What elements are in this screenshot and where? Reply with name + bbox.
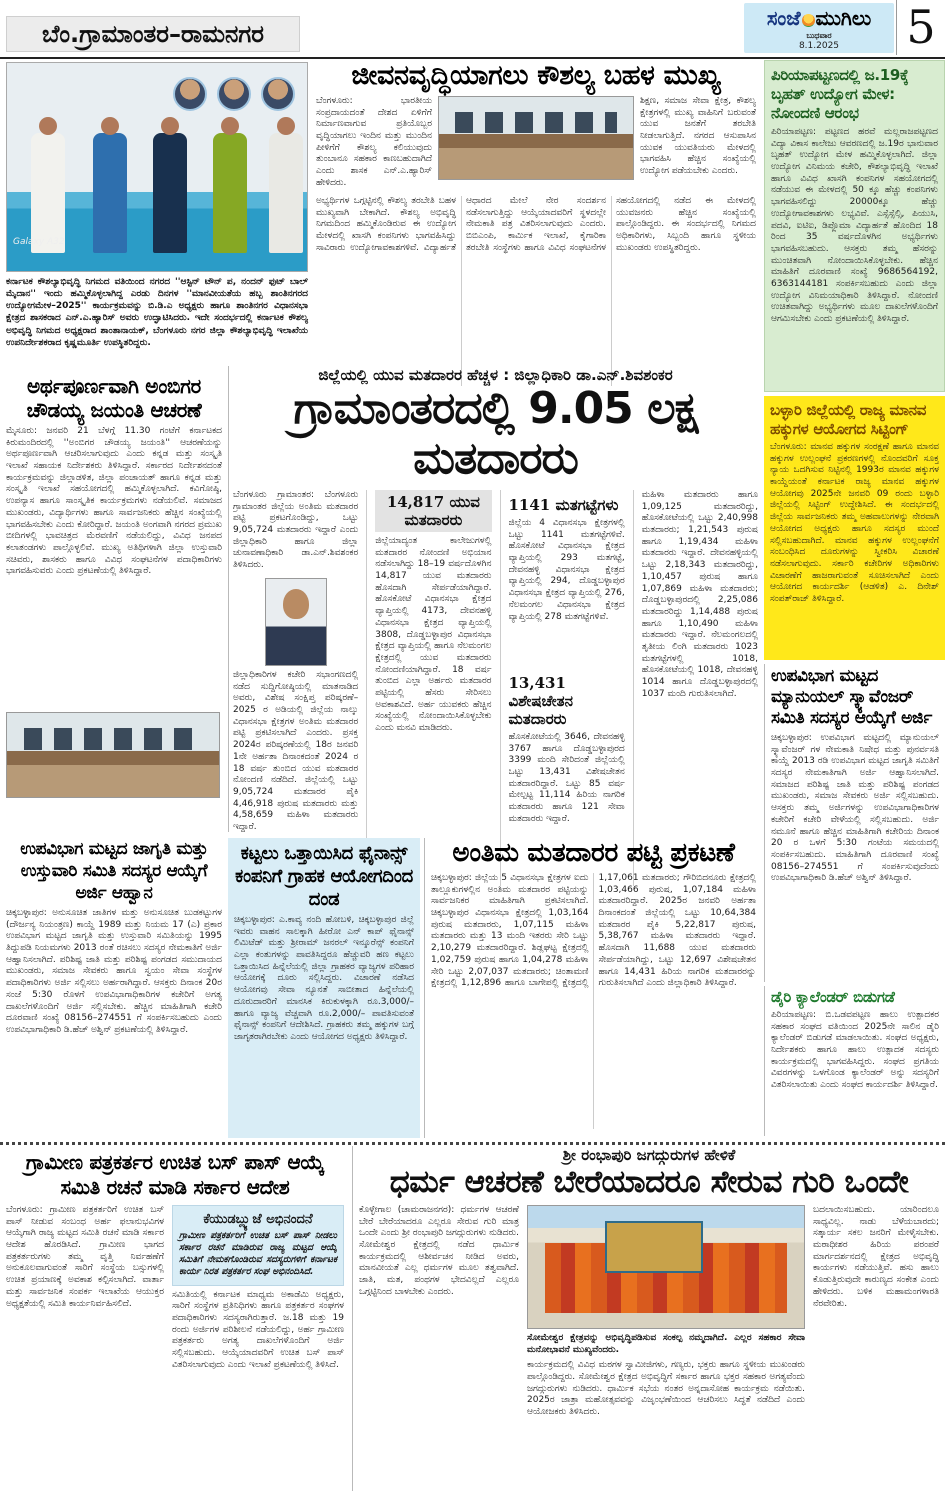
edition-section-label: ಬೆಂ.ಗ್ರಾಮಾಂತರ–ರಾಮನಗರ: [6, 16, 300, 52]
skill-headline: ಜೀವನವೃದ್ಧಿಯಾಗಲು ಕೌಶಲ್ಯ ಬಹಳ ಮುಖ್ಯ: [351, 60, 721, 91]
jayanti-body: ಮೈಸೂರು: ಜನವರಿ 21 ಬೆಳಗ್ಗೆ 11.30 ಗಂಟೆಗೆ ಕರ್ನಾಟಕದ ಕಿರುಮಂದಿರದಲ್ಲಿ ''ಅಂಬಿಗರ ಚೌಡಯ್ಯ ಜಯಂತಿ'' ಆಚರಣೆಯನ್ನು ಅರ್ಥಪೂರ್ಣವಾಗಿ ಆಚರಿಸಲಾಗುವುದು ಎಂದು ಕನ್ನಡ ಮತ್ತು ಸಂಸ್ಕೃತಿ ಇಲಾಖೆ ಸಹಾಯಕ ನಿರ್ದೇಶಕರು ತಿಳಿಸಿದ್ದಾರೆ. ಸರ್ಕಾರದ ನಿರ್ದೇಶನದಂತೆ ಕಾರ್ಯಕ್ರಮವನ್ನು ಜಿಲ್ಲಾಡಳಿತ, ಜಿಲ್ಲಾ ಪಂಚಾಯತ್ ಹಾಗೂ ಕನ್ನಡ ಮತ್ತು ಸಂಸ್ಕೃತಿ ಇಲಾಖೆ ಸಹಯೋಗದಲ್ಲಿ ಹಮ್ಮಿಕೊಳ್ಳಲಾಗಿದೆ. ಕವಿಗೋಷ್ಠಿ, ಉಪನ್ಯಾಸ ಹಾಗೂ ಸಾಂಸ್ಕೃತಿಕ ಕಾರ್ಯಕ್ರಮಗಳು ನಡೆಯಲಿವೆ. ಸಮಾಜದ ಮುಖಂಡರು, ವಿದ್ಯಾರ್ಥಿಗಳು ಹಾಗೂ ಸಾರ್ವಜನಿಕರು ಹೆಚ್ಚಿನ ಸಂಖ್ಯೆಯಲ್ಲಿ ಭಾಗವಹಿಸಬೇಕು ಎಂದು ಕೋರಿದ್ದಾರೆ. ಜಯಂತಿ ಅಂಗವಾಗಿ ನಗರದ ಪ್ರಮುಖ ಬೀದಿಗಳಲ್ಲಿ ಭಾವಚಿತ್ರದ ಮೆರವಣಿಗೆ ನಡೆಯಲಿದ್ದು, ವಿವಿಧ ಜನಪದ ಕಲಾತಂಡಗಳು ಪಾಲ್ಗೊಳ್ಳಲಿವೆ. ಮುಖ್ಯ ಅತಿಥಿಗಳಾಗಿ ಜಿಲ್ಲಾ ಉಸ್ತುವಾರಿ ಸಚಿವರು, ಶಾಸಕರು ಹಾಗೂ ವಿವಿಧ ಸಂಘಟನೆಗಳ ಪದಾಧಿಕಾರಿಗಳು ಭಾಗವಹಿಸುವರು ಎಂದು ಪ್ರಕಟಣೆಯಲ್ಲಿ ತಿಳಿಸಿದ್ದಾರೆ.: [6, 426, 222, 577]
bus-pass-right-col: [172, 1205, 344, 1473]
finance-body: ಚಿಕ್ಕಬಳ್ಳಾಪುರ: ಎ.ಕಾವ್ಯ ನಂದಿ ಹೋಬಳಿ, ಚಿಕ್ಕಬಳ್ಳಾಪುರ ಜಿಲ್ಲೆ ಇವರು ವಾಹನ ಸಾಲಕ್ಕಾಗಿ ಹೀರೋ ಎನ್ ಕಾಪ್ ಫೈನಾನ್ಸ್ ಲಿಮಿಟೆಡ್ ಮತ್ತು ಶ್ರೀರಾಮ್ ಜನರಲ್ ಇನ್ಶೂರೆನ್ಸ್ ಕಂಪನಿಗೆ ಎಲ್ಲಾ ಕಂತುಗಳನ್ನು ಪಾವತಿಸಿದ್ದರೂ ಹೆಚ್ಚುವರಿ ಹಣ ಕಟ್ಟಲು ಒತ್ತಾಯಿಸಿದ ಹಿನ್ನೆಲೆಯಲ್ಲಿ ಜಿಲ್ಲಾ ಗ್ರಾಹಕರ ವ್ಯಾಜ್ಯಗಳ ಪರಿಹಾರ ಆಯೋಗಕ್ಕೆ ದೂರು ಸಲ್ಲಿಸಿದ್ದರು. ವಿಚಾರಣೆ ನಡೆಸಿದ ಆಯೋಗವು ಸೇವಾ ನ್ಯೂನತೆ ಸಾಬೀತಾದ ಹಿನ್ನೆಲೆಯಲ್ಲಿ ದೂರುದಾರರಿಗೆ ಮಾನಸಿಕ ಕಿರುಕುಳಕ್ಕಾಗಿ ರೂ.3,000/– ಹಾಗೂ ವ್ಯಾಜ್ಯ ವೆಚ್ಚವಾಗಿ ರೂ.2,000/– ಪಾವತಿಸುವಂತೆ ಫೈನಾನ್ಸ್ ಕಂಪನಿಗೆ ಆದೇಶಿಸಿದೆ. ಗ್ರಾಹಕರು ತಮ್ಮ ಹಕ್ಕುಗಳ ಬಗ್ಗೆ ಜಾಗೃತರಾಗಿರಬೇಕು ಎಂದು ಆಯೋಗದ ಅಧ್ಯಕ್ಷರು ತಿಳಿಸಿದ್ದಾರೆ.: [234, 915, 414, 1042]
article-jayanti: [6, 374, 222, 832]
voters-col-3: [500, 490, 625, 886]
skill-meeting-photo: [438, 96, 634, 180]
photo-figure: [269, 133, 303, 253]
voters-col1-lead: ಬೆಂಗಳೂರು ಗ್ರಾಮಾಂತರ: ಬೆಂಗಳೂರು ಗ್ರಾಮಾಂತರ ಜಿಲ್ಲೆಯ ಅಂತಿಮ ಮತದಾರರ ಪಟ್ಟಿ ಪ್ರಕಟಗೊಂಡಿದ್ದು, ಒಟ್ಟು 9,05,724 ಮತದಾರರು ಇದ್ದಾರೆ ಎಂದು ಜಿಲ್ಲಾಧಿಕಾರಿ ಹಾಗೂ ಜಿಲ್ಲಾ ಚುನಾವಣಾಧಿಕಾರಿ ಡಾ.ಎನ್.ಶಿವಶಂಕರ ತಿಳಿಸಿದರು.: [233, 490, 359, 571]
article-bus-pass: [6, 1150, 344, 1484]
masthead-title-part1: ಸಂಜೆ: [766, 6, 801, 30]
voters-col-4: [633, 490, 758, 886]
dharma-body-left: ಕೊಳ್ಳೇಗಾಲ (ಚಾಮರಾಜನಗರ): ಧರ್ಮಗಳ ಆಚರಣೆ ಬೇರೆ ಬೇರೆಯಾದರೂ ಎಲ್ಲರೂ ಸೇರುವ ಗುರಿ ಮಾತ್ರ ಒಂದೇ ಎಂದು ಶ್ರೀ ರಂಭಾಪುರಿ ಜಗದ್ಗುರುಗಳು ನುಡಿದರು. ಸೋಮೇಶ್ವರ ಕ್ಷೇತ್ರದಲ್ಲಿ ನಡೆದ ಧಾರ್ಮಿಕ ಕಾರ್ಯಕ್ರಮದಲ್ಲಿ ಆಶೀರ್ವಚನ ನೀಡಿದ ಅವರು, ಮಾನವೀಯತೆ ಎಲ್ಲ ಧರ್ಮಗಳ ಮೂಲ ತತ್ವವಾಗಿದೆ. ಜಾತಿ, ಮತ, ಪಂಥಗಳ ಭೇದವಿಲ್ಲದೆ ಎಲ್ಲರೂ ಒಗ್ಗಟ್ಟಿನಿಂದ ಬಾಳಬೇಕು ಎಂದರು.: [359, 1205, 519, 1297]
dharma-photo-block: [527, 1205, 805, 1455]
photo-watermark: Galaxy A32: [13, 237, 65, 247]
finance-headline: ಕಟ್ಟಲು ಒತ್ತಾಯಿಸಿದ ಫೈನಾನ್ಸ್ ಕಂಪನಿಗೆ ಗ್ರಾಹಕ ಆಯೋಗದಿಂದ ದಂಡ: [235, 843, 413, 910]
masthead-title-part2: ಮುಗಿಲು: [815, 6, 872, 30]
skill-body-bottom: ಅಭ್ಯರ್ಥಿಗಳ ಒಗ್ಗಟ್ಟಿನಲ್ಲಿ ಕೌಶಲ್ಯ ತರಬೇತಿ ಬಹಳ ಮುಖ್ಯವಾಗಿ ಬೇಕಾಗಿದೆ. ಕೌಶಲ್ಯ ಅಭಿವೃದ್ಧಿ ನಿಗಮದಿಂದ ಹಮ್ಮಿಕೊಂಡಿರುವ ಈ ಉದ್ಯೋಗ ಮೇಳದಲ್ಲಿ ಖಾಸಗಿ ಕಂಪನಿಗಳು ಭಾಗವಹಿಸಿದ್ದು ಸಾವಿರಾರು ಉದ್ಯೋಗಾವಕಾಶಗಳಿವೆ. ವಿದ್ಯಾರ್ಹತೆ ಆಧಾರದ ಮೇಲೆ ನೇರ ಸಂದರ್ಶನ ನಡೆಸಲಾಗುತ್ತಿದ್ದು ಆಯ್ಕೆಯಾದವರಿಗೆ ಸ್ಥಳದಲ್ಲೇ ನೇಮಕಾತಿ ಪತ್ರ ವಿತರಿಸಲಾಗುವುದು ಎಂದರು. ಬಿಬಿಎಂಪಿ, ಕಾರ್ಮಿಕ ಇಲಾಖೆ, ಕೈಗಾರಿಕಾ ತರಬೇತಿ ಸಂಸ್ಥೆಗಳು ಹಾಗೂ ವಿವಿಧ ಸಂಘಟನೆಗಳ ಸಹಯೋಗದಲ್ಲಿ ನಡೆದ ಈ ಮೇಳದಲ್ಲಿ ಯುವಜನರು ಹೆಚ್ಚಿನ ಸಂಖ್ಯೆಯಲ್ಲಿ ಪಾಲ್ಗೊಂಡಿದ್ದರು. ಈ ಸಂದರ್ಭದಲ್ಲಿ ನಿಗಮದ ಅಧಿಕಾರಿಗಳು, ಸಿಬ್ಬಂದಿ ಹಾಗೂ ಸ್ಥಳೀಯ ಮುಖಂಡರು ಉಪಸ್ಥಿತರಿದ್ದರು.: [316, 196, 756, 253]
dairy-headline: ಡೈರಿ ಕ್ಯಾಲೆಂಡರ್ ಬಿಡುಗಡೆ: [771, 988, 895, 1006]
stage-photo-caption: ಕರ್ನಾಟಕ ಕೌಶಲ್ಯಾಭಿವೃದ್ಧಿ ನಿಗಮದ ವತಿಯಿಂದ ನಗರದ ''ಆಸ್ಟಿನ್ ಟೌನ್ ಪ, ನಂದನ್ ಫುಟ್ ಬಾಲ್ ಮೈದಾನ'' ಇಂದು ಹಮ್ಮಿಕೊಳ್ಳಲಾಗಿದ್ದ ಎರಡು ದಿನಗಳ ''ಮಾನವೀಯತೆಯ ಹಬ್ಬ ಶಾಂತಿನಗರದ ಉದ್ಯೋಗಮೇಳ–2025'' ಕಾರ್ಯಕ್ರಮವನ್ನು ಬಿ.ಡಿ.ಎ ಅಧ್ಯಕ್ಷರು ಹಾಗೂ ಶಾಂತಿನಗರ ವಿಧಾನಸಭಾ ಕ್ಷೇತ್ರದ ಶಾಸಕರಾದ ಎನ್.ಎ.ಹ್ಯಾರಿಸ್ ಅವರು ಉದ್ಘಾಟಿಸಿದರು. ಇದೇ ಸಂದರ್ಭದಲ್ಲಿ ಕರ್ನಾಟಕ ಕೌಶಲ್ಯ ಅಭಿವೃದ್ಧಿ ನಿಗಮದ ಅಧ್ಯಕ್ಷರಾದ ಶಾಂತಾನಾಯಕ್, ಬೆಂಗಳೂರು ನಗರ ಜಿಲ್ಲಾ ಕೌಶಲ್ಯಾಭಿವೃದ್ಧಿ ಇಲಾಖೆಯ ಉಪನಿರ್ದೇಶಕರಾದ ಕೃಷ್ಣಮೂರ್ತಿ ಉಪಸ್ಥಿತರಿದ್ದರು.: [6, 277, 308, 348]
dharma-body-right: ಬದಲಾಯಿಸಬಹುದು. ಯಾರಿಂದಲೂ ಸಾಧ್ಯವಿಲ್ಲ. ನಾಡು ಬೆಳೆಯಬಾರದು; ಸತ್ಕಾರ್ಯ ಸಕಲ ಜನರಿಗೆ ಮೇಳೈಸಬೇಕು. ಮಠಾಧೀಶರ ಹಿರಿಯ ಪರಂಪರೆ ಮಾರ್ಗದರ್ಶನದಲ್ಲಿ ಕ್ಷೇತ್ರದ ಅಭಿವೃದ್ಧಿ ಕಾರ್ಯಗಳು ನಡೆಯುತ್ತಿವೆ. ಹಸು ಹಾಲು ಕೊಡುತ್ತಿರುವುದೇ ಕಾರುಣ್ಯದ ಸಂಕೇತ ಎಂದು ಹೇಳಿದರು. ಬಳಿಕ ಮಹಾಮಂಗಳಾರತಿ ನೆರವೇರಿತು.: [813, 1205, 939, 1309]
article-dharma: [352, 1146, 945, 1491]
page-number-box: [896, 0, 945, 55]
district-officer-portrait: [265, 578, 327, 666]
voters-headline: ಗ್ರಾಮಾಂತರದಲ್ಲಿ 9.05 ಲಕ್ಷ ಮತದಾರರು: [293, 383, 698, 484]
dairy-body: ಪಿರಿಯಾಪಟ್ಟಣ: ಬಿ.ಒಡವಪಟ್ಟಣ ಹಾಲು ಉತ್ಪಾದಕರ ಸಹಕಾರ ಸಂಘದ ವತಿಯಿಂದ 2025ನೇ ಸಾಲಿನ ಡೈರಿ ಕ್ಯಾಲೆಂಡರ್ ಬಿಡುಗಡೆ ಮಾಡಲಾಯಿತು. ಸಂಘದ ಅಧ್ಯಕ್ಷರು, ನಿರ್ದೇಶಕರು ಹಾಗೂ ಹಾಲು ಉತ್ಪಾದಕ ಸದಸ್ಯರು ಕಾರ್ಯಕ್ರಮದಲ್ಲಿ ಭಾಗವಹಿಸಿದ್ದರು. ಸಂಘದ ಪ್ರಗತಿಯ ವಿವರಗಳನ್ನು ಒಳಗೊಂಡ ಕ್ಯಾಲೆಂಡರ್ ಅನ್ನು ಸದಸ್ಯರಿಗೆ ವಿತರಿಸಲಾಯಿತು ಎಂದು ಸಂಘದ ಕಾರ್ಯದರ್ಶಿ ತಿಳಿಸಿದ್ದಾರೆ.: [771, 1010, 939, 1091]
masthead-day: ಬುಧವಾರ: [806, 31, 832, 40]
banner-portrait-circles: [163, 77, 295, 115]
stage-photo: [6, 62, 308, 272]
voters-col2-body: ಜಿಲ್ಲೆಯಾದ್ಯಂತ ಕಾಲೇಜುಗಳಲ್ಲಿ ಮತದಾರರ ನೋಂದಣಿ ಅಭಿಯಾನ ನಡೆಸಲಾಗಿದ್ದು 18–19 ವರ್ಷದೊಳಗಿನ 14,817 ಯುವ ಮತದಾರರು ಹೊಸದಾಗಿ ಸೇರ್ಪಡೆಯಾಗಿದ್ದಾರೆ. ಹೊಸಕೋಟೆ ವಿಧಾನಸಭಾ ಕ್ಷೇತ್ರದ ವ್ಯಾಪ್ತಿಯಲ್ಲಿ 4173, ದೇವನಹಳ್ಳಿ ವಿಧಾನಸಭಾ ಕ್ಷೇತ್ರದ ವ್ಯಾಪ್ತಿಯಲ್ಲಿ 3808, ದೊಡ್ಡಬಳ್ಳಾಪುರ ವಿಧಾನಸಭಾ ಕ್ಷೇತ್ರದ ವ್ಯಾಪ್ತಿಯಲ್ಲಿ ಹಾಗೂ ನೆಲಮಂಗಲ ಕ್ಷೇತ್ರದಲ್ಲಿ ಯುವ ಮತದಾರರು ನೋಂದಣಿಯಾಗಿದ್ದಾರೆ. 18 ವರ್ಷ ತುಂಬಿದ ಎಲ್ಲಾ ಅರ್ಹರು ಮತದಾರರ ಪಟ್ಟಿಯಲ್ಲಿ ಹೆಸರು ಸೇರಿಸಲು ಅವಕಾಶವಿದೆ. ಅರ್ಹ ಯುವಕರು ಹೆಚ್ಚಿನ ಸಂಖ್ಯೆಯಲ್ಲಿ ನೋಂದಾಯಿಸಿಕೊಳ್ಳಬೇಕು ಎಂದು ಮನವಿ ಮಾಡಿದರು.: [375, 536, 492, 733]
photo-figure: [93, 133, 127, 253]
voters-kicker: ಜಿಲ್ಲೆಯಲ್ಲಿ ಯುವ ಮತದಾರರ ಹೆಚ್ಚಳ : ಜಿಲ್ಲಾಧಿಕಾರಿ ಡಾ.ಎನ್.ಶಿವಶಂಕರ: [318, 366, 673, 384]
scavenger-headline: ಉಪವಿಭಾಗ ಮಟ್ಟದ ಮ್ಯಾನುಯಲ್ ಸ್ಕ್ಯಾವೆಂಜರ್ ಸಮಿತಿ ಸದಸ್ಯರ ಆಯ್ಕೆಗೆ ಅರ್ಜಿ: [771, 666, 932, 728]
jayanti-meeting-photo: [6, 712, 220, 798]
photo-figure: [31, 133, 65, 253]
bus-pass-columns: [6, 1205, 344, 1473]
kuwj-congratulations-box: [172, 1205, 344, 1286]
kuwj-box-title: ಕೆಯುಡಬ್ಲ್ಯುಜೆ ಅಭಿನಂದನೆ: [203, 1212, 313, 1227]
skill-top-row: [316, 96, 756, 192]
masthead-date: 8.1.2025: [798, 41, 840, 51]
subhead-booths: 1141 ಮತಗಟ್ಟೆಗಳು: [508, 496, 619, 514]
dharma-body-center: ಕಾರ್ಯಕ್ರಮದಲ್ಲಿ ವಿವಿಧ ಮಠಗಳ ಸ್ವಾಮೀಜಿಗಳು, ಗಣ್ಯರು, ಭಕ್ತರು ಹಾಗೂ ಸ್ಥಳೀಯ ಮುಖಂಡರು ಪಾಲ್ಗೊಂಡಿದ್ದರು. ಸೋಮೇಶ್ವರ ಕ್ಷೇತ್ರದ ಅಭಿವೃದ್ಧಿಗೆ ಸರ್ಕಾರ ಹಾಗೂ ಭಕ್ತರ ಸಹಕಾರ ಅಗತ್ಯವೆಂದು ಜಗದ್ಗುರುಗಳು ನುಡಿದರು. ಧಾರ್ಮಿಕ ಸಭೆಯ ನಂತರ ಅನ್ನದಾಸೋಹ ಕಾರ್ಯಕ್ರಮ ನಡೆಯಿತು. 2025ರ ಜಾತ್ರಾ ಮಹೋತ್ಸವವನ್ನು ವಿಜೃಂಭಣೆಯಿಂದ ಆಚರಿಸಲು ಸಿದ್ಧತೆ ನಡೆದಿದೆ ಎಂದು ಆಯೋಜಕರು ತಿಳಿಸಿದರು.: [527, 1360, 805, 1418]
skill-body-left: ಬೆಂಗಳೂರು: ಭಾರತೀಯ ಸಂಪ್ರದಾಯದಂತೆ ದೇಶದ ಏಳಿಗೆಗೆ ನಿರ್ಮಾಣವಾಗುವ ಪ್ರತಿಯೊಬ್ಬರ ವೃದ್ಧಿಯಾಗಲು ಇಂದಿನ ಮತ್ತು ಮುಂದಿನ ಪೀಳಿಗೆಗೆ ಕೌಶಲ್ಯ ಕಲಿಯುವುದು ತುಂಬಾನೂ ಸಹಕಾರ ಕಾಣಬಹುದಾಗಿದೆ ಎಂದು ಶಾಸಕ ಎನ್.ಎ.ಹ್ಯಾರಿಸ್ ಹೇಳಿದರು.: [316, 96, 432, 188]
dharma-columns: [359, 1205, 939, 1455]
job-fair-headline: ಪಿರಿಯಾಪಟ್ಟಣದಲ್ಲಿ ಜ.19ಕ್ಕೆ ಬೃಹತ್ ಉದ್ಯೋಗ ಮೇಳ: ನೋಂದಣಿ ಆರಂಭ: [771, 66, 909, 122]
bus-pass-headline: ಗ್ರಾಮೀಣ ಪತ್ರಕರ್ತರ ಉಚಿತ ಬಸ್ ಪಾಸ್ ಆಯ್ಕೆ ಸಮಿತಿ ರಚನೆ ಮಾಡಿ ಸರ್ಕಾರ ಆದೇಶ: [25, 1150, 325, 1199]
article-human-rights: [764, 396, 945, 660]
article-dairy-calendar: [764, 986, 945, 1136]
final-list-body: ಚಿಕ್ಕಬಳ್ಳಾಪುರ: ಜಿಲ್ಲೆಯ 5 ವಿಧಾನಸಭಾ ಕ್ಷೇತ್ರಗಳ ಐದು ತಾಲ್ಲೂಕುಗಳಲ್ಲಿನ ಅಂತಿಮ ಮತದಾರರ ಪಟ್ಟಿಯನ್ನು ಸಾರ್ವಜನಿಕರ ಮಾಹಿತಿಗಾಗಿ ಪ್ರಕಟಿಸಲಾಗಿದೆ. ಚಿಕ್ಕಬಳ್ಳಾಪುರ ವಿಧಾನಸಭಾ ಕ್ಷೇತ್ರದಲ್ಲಿ 1,03,164 ಪುರುಷ ಮತದಾರರು, 1,07,115 ಮಹಿಳಾ ಮತದಾರರು ಮತ್ತು 13 ಮಂದಿ ಇತರರು ಸೇರಿ ಒಟ್ಟು 2,10,279 ಮತದಾರರಿದ್ದಾರೆ. ಶಿಡ್ಲಘಟ್ಟ ಕ್ಷೇತ್ರದಲ್ಲಿ 1,02,759 ಪುರುಷ ಹಾಗೂ 1,04,278 ಮಹಿಳಾ ಸೇರಿ ಒಟ್ಟು 2,07,037 ಮತದಾರರು; ಚಿಂತಾಮಣಿ ಕ್ಷೇತ್ರದಲ್ಲಿ 1,12,896 ಹಾಗೂ ಬಾಗೇಪಲ್ಲಿ ಕ್ಷೇತ್ರದಲ್ಲಿ 1,17,061 ಮತದಾರರು; ಗೌರಿಬಿದನೂರು ಕ್ಷೇತ್ರದಲ್ಲಿ 1,03,466 ಪುರುಷ, 1,07,184 ಮಹಿಳಾ ಮತದಾರರಿದ್ದಾರೆ. 2025ರ ಜನವರಿ ಅರ್ಹತಾ ದಿನಾಂಕದಂತೆ ಜಿಲ್ಲೆಯಲ್ಲಿ ಒಟ್ಟು 10,64,384 ಮತದಾರರ ಪೈಕಿ 5,22,817 ಪುರುಷ, 5,38,767 ಮಹಿಳಾ ಮತದಾರರು ಇದ್ದಾರೆ. ಹೊಸದಾಗಿ 11,688 ಯುವ ಮತದಾರರು ಸೇರ್ಪಡೆಯಾಗಿದ್ದು, ಒಟ್ಟು 12,697 ವಿಶೇಷಚೇತನ ಹಾಗೂ 14,431 ಹಿರಿಯ ನಾಗರಿಕ ಮತದಾರರನ್ನು ಗುರುತಿಸಲಾಗಿದೆ ಎಂದು ಜಿಲ್ಲಾಧಿಕಾರಿ ತಿಳಿಸಿದ್ದಾರೆ.: [431, 873, 756, 989]
masthead-title: [744, 7, 894, 29]
header-rule: [0, 57, 945, 59]
voters-col3-body-a: ಜಿಲ್ಲೆಯ 4 ವಿಧಾನಸಭಾ ಕ್ಷೇತ್ರಗಳಲ್ಲಿ ಒಟ್ಟು 1141 ಮತಗಟ್ಟೆಗಳಿವೆ. ಹೊಸಕೋಟೆ ವಿಧಾನಸಭಾ ಕ್ಷೇತ್ರದ ವ್ಯಾಪ್ತಿಯಲ್ಲಿ 293 ಮತಗಟ್ಟೆ, ದೇವನಹಳ್ಳಿ ವಿಧಾನಸಭಾ ಕ್ಷೇತ್ರದ ವ್ಯಾಪ್ತಿಯಲ್ಲಿ 294, ದೊಡ್ಡಬಳ್ಳಾಪುರ ವಿಧಾನಸಭಾ ಕ್ಷೇತ್ರದ ವ್ಯಾಪ್ತಿಯಲ್ಲಿ 276, ನೆಲಮಂಗಲ ವಿಧಾನಸಭಾ ಕ್ಷೇತ್ರದ ವ್ಯಾಪ್ತಿಯಲ್ಲಿ 278 ಮತಗಟ್ಟೆಗಳಿವೆ.: [508, 518, 625, 622]
photo-figure: [153, 133, 187, 253]
human-rights-headline: ಬಳ್ಳಾರಿ ಜಿಲ್ಲೆಯಲ್ಲಿ ರಾಜ್ಯ ಮಾನವ ಹಕ್ಕುಗಳ ಆಯೋಗದ ಸಿಟ್ಟಿಂಗ್: [770, 401, 927, 438]
masthead: [744, 3, 894, 53]
job-fair-body: ಪಿರಿಯಾಪಟ್ಟಣ: ಪಟ್ಟಣದ ಹರವೆ ಮಲ್ಲರಾಜಪಟ್ಟಣದ ವಿದ್ಯಾ ವಿಕಾಸ ಕಾಲೇಜು ಆವರಣದಲ್ಲಿ ಜ.19ರ ಭಾನುವಾರ ಬೃಹತ್ ಉದ್ಯೋಗ ಮೇಳ ಹಮ್ಮಿಕೊಳ್ಳಲಾಗಿದೆ. ಜಿಲ್ಲಾ ಉದ್ಯೋಗ ವಿನಿಮಯ ಕಚೇರಿ, ಕೌಶಲ್ಯಾಭಿವೃದ್ಧಿ ಇಲಾಖೆ ಹಾಗೂ ವಿವಿಧ ಖಾಸಗಿ ಕಂಪನಿಗಳ ಸಹಯೋಗದಲ್ಲಿ ನಡೆಯುವ ಈ ಮೇಳದಲ್ಲಿ 50 ಕ್ಕೂ ಹೆಚ್ಚು ಕಂಪನಿಗಳು ಭಾಗವಹಿಸಲಿದ್ದು 20000ಕ್ಕೂ ಹೆಚ್ಚು ಉದ್ಯೋಗಾವಕಾಶಗಳು ಲಭ್ಯವಿವೆ. ಎಸ್ಸೆಸ್ಸೆಲ್ಸಿ, ಪಿಯುಸಿ, ಪದವಿ, ಐಟಿಐ, ಡಿಪ್ಲೊಮಾ ವಿದ್ಯಾರ್ಹತೆ ಹೊಂದಿದ 18 ರಿಂದ 35 ವರ್ಷದೊಳಗಿನ ಅಭ್ಯರ್ಥಿಗಳು ಭಾಗವಹಿಸಬಹುದು. ಆಸಕ್ತರು ತಮ್ಮ ಹೆಸರನ್ನು ಮುಂಚಿತವಾಗಿ ನೋಂದಾಯಿಸಿಕೊಳ್ಳಬೇಕು. ಹೆಚ್ಚಿನ ಮಾಹಿತಿಗೆ ದೂರವಾಣಿ ಸಂಖ್ಯೆ 9686564192, 6363144181 ಸಂಪರ್ಕಿಸಬಹುದು ಎಂದು ಜಿಲ್ಲಾ ಉದ್ಯೋಗ ವಿನಿಮಯಾಧಿಕಾರಿ ತಿಳಿಸಿದ್ದಾರೆ. ನೋಂದಣಿ ಉಚಿತವಾಗಿದ್ದು ಅಭ್ಯರ್ಥಿಗಳು ಮೂಲ ದಾಖಲೆಗಳೊಂದಿಗೆ ಆಗಮಿಸಬೇಕು ಎಂದು ಪ್ರಕಟಣೆಯಲ್ಲಿ ತಿಳಿಸಿದ್ದಾರೆ.: [771, 127, 938, 324]
voters-col3-body-b: ಹೊಸಕೋಟೆಯಲ್ಲಿ 3646, ದೇವನಹಳ್ಳಿ 3767 ಹಾಗೂ ದೊಡ್ಡಬಳ್ಳಾಪುರದ 3399 ಮಂದಿ ಸೇರಿದಂತೆ ಜಿಲ್ಲೆಯಲ್ಲಿ ಒಟ್ಟು 13,431 ವಿಶೇಷಚೇತನ ಮತದಾರರಿದ್ದಾರೆ. ಒಟ್ಟು 85 ವರ್ಷ ಮೇಲ್ಪಟ್ಟ 11,114 ಹಿರಿಯ ನಾಗರಿಕ ಮತದಾರರು ಹಾಗೂ 121 ಸೇವಾ ಮತದಾರರು ಇದ್ದಾರೆ.: [508, 732, 625, 824]
voters-col1-body: ಜಿಲ್ಲಾಧಿಕಾರಿಗಳ ಕಚೇರಿ ಸಭಾಂಗಣದಲ್ಲಿ ನಡೆದ ಸುದ್ದಿಗೋಷ್ಠಿಯಲ್ಲಿ ಮಾತನಾಡಿದ ಅವರು, ವಿಶೇಷ ಸಂಕ್ಷಿಪ್ತ ಪರಿಷ್ಕರಣೆ–2025 ರ ಅಡಿಯಲ್ಲಿ ಜಿಲ್ಲೆಯ ನಾಲ್ಕು ವಿಧಾನಸಭಾ ಕ್ಷೇತ್ರಗಳ ಅಂತಿಮ ಮತದಾರರ ಪಟ್ಟಿ ಪ್ರಕಟಿಸಲಾಗಿದೆ ಎಂದರು. ಪ್ರಸಕ್ತ 2024ರ ಪರಿಷ್ಕರಣೆಯಲ್ಲಿ 18ರ ಜನವರಿ 1ನೇ ಅರ್ಹತಾ ದಿನಾಂಕದಂತೆ 2024 ರ 18 ವರ್ಷ ತುಂಬಿದ ಯುವ ಮತದಾರರ ನೋಂದಣಿ ನಡೆದಿದೆ. ಜಿಲ್ಲೆಯಲ್ಲಿ ಒಟ್ಟು 9,05,724 ಮತದಾರರ ಪೈಕಿ 4,46,918 ಪುರುಷ ಮತದಾರರು ಮತ್ತು 4,58,659 ಮಹಿಳಾ ಮತದಾರರು ಇದ್ದಾರೆ.: [233, 670, 359, 832]
dotted-section-divider: [0, 1142, 945, 1145]
voters-col-1: [233, 490, 358, 886]
article-scavenger-committee: [764, 664, 945, 982]
bus-pass-body-right: ಸಮಿತಿಯಲ್ಲಿ ಕರ್ನಾಟಕ ಮಾಧ್ಯಮ ಅಕಾಡೆಮಿ ಅಧ್ಯಕ್ಷರು, ಸಾರಿಗೆ ಸಂಸ್ಥೆಗಳ ಪ್ರತಿನಿಧಿಗಳು ಹಾಗೂ ಪತ್ರಕರ್ತರ ಸಂಘಗಳ ಪದಾಧಿಕಾರಿಗಳು ಸದಸ್ಯರಾಗಿರುತ್ತಾರೆ. ಜ.18 ಮತ್ತು 19 ರಂದು ಅರ್ಜಿಗಳ ಪರಿಶೀಲನೆ ನಡೆಯಲಿದ್ದು, ಅರ್ಹ ಗ್ರಾಮೀಣ ಪತ್ರಕರ್ತರು ಅಗತ್ಯ ದಾಖಲೆಗಳೊಂದಿಗೆ ಅರ್ಜಿ ಸಲ್ಲಿಸಬಹುದು. ಆಯ್ಕೆಯಾದವರಿಗೆ ಉಚಿತ ಬಸ್ ಪಾಸ್ ವಿತರಿಸಲಾಗುವುದು ಎಂದು ಇಲಾಖೆ ಪ್ರಕಟಣೆಯಲ್ಲಿ ತಿಳಿಸಿದೆ.: [172, 1289, 344, 1370]
page-number: 5: [906, 0, 936, 54]
kuwj-box-body: ಗ್ರಾಮೀಣ ಪತ್ರಕರ್ತರಿಗೆ ಉಚಿತ ಬಸ್ ಪಾಸ್ ನೀಡಲು ಸರ್ಕಾರ ರಚನೆ ಮಾಡಿರುವ ರಾಜ್ಯ ಮಟ್ಟದ ಆಯ್ಕೆ ಸಮಿತಿಗೆ ನೇಮಕಗೊಂಡಿರುವ ಸದಸ್ಯರುಗಳಿಗೆ ಕರ್ನಾಟಕ ಕಾರ್ಯ ನಿರತ ಪತ್ರಕರ್ತರ ಸಂಘ ಅಭಿನಂದಿಸಿದೆ.: [179, 1231, 337, 1278]
subhead-youth-voters: 14,817 ಯುವ ಮತದಾರರು: [375, 490, 491, 532]
jayanti-headline: ಅರ್ಥಪೂರ್ಣವಾಗಿ ಅಂಬಿಗರ ಚೌಡಯ್ಯ ಜಯಂತಿ ಆಚರಣೆ: [26, 374, 202, 422]
final-list-headline: ಅಂತಿಮ ಮತದಾರರ ಪಟ್ಟಿ ಪ್ರಕಟಣೆ: [452, 838, 735, 868]
dharma-headline: ಧರ್ಮ ಆಚರಣೆ ಬೇರೆಯಾದರೂ ಸೇರುವ ಗುರಿ ಒಂದೇ: [389, 1164, 909, 1200]
article-voters: [228, 366, 762, 832]
human-rights-body: ಬೆಂಗಳೂರು: ಮಾನವ ಹಕ್ಕುಗಳ ಸಂರಕ್ಷಣೆ ಹಾಗೂ ಮಾನವ ಹಕ್ಕುಗಳ ಉಲ್ಲಂಘನೆ ಪ್ರಕರಣಗಳಲ್ಲಿ ನೊಂದವರಿಗೆ ಸೂಕ್ತ ನ್ಯಾಯ ಒದಗಿಸುವ ನಿಟ್ಟಿನಲ್ಲಿ 1993ರ ಮಾನವ ಹಕ್ಕುಗಳ ಕಾಯ್ದೆಯಂತೆ ಕರ್ನಾಟಕ ರಾಜ್ಯ ಮಾನವ ಹಕ್ಕುಗಳ ಆಯೋಗವು 2025ನೇ ಜನವರಿ 09 ರಂದು ಬಳ್ಳಾರಿ ಜಿಲ್ಲೆಯಲ್ಲಿ ಸಿಟ್ಟಿಂಗ್ ಉದ್ದೇಶಿಸಿದೆ. ಈ ಸಂದರ್ಭದಲ್ಲಿ ಜಿಲ್ಲೆಯ ಸಾರ್ವಜನಿಕರು ತಮ್ಮ ಅಹವಾಲುಗಳನ್ನು ನೇರವಾಗಿ ಆಯೋಗದ ಅಧ್ಯಕ್ಷರು ಹಾಗೂ ಸದಸ್ಯರ ಮುಂದೆ ಸಲ್ಲಿಸಬಹುದಾಗಿದೆ. ಮಾನವ ಹಕ್ಕುಗಳ ಉಲ್ಲಂಘನೆಗೆ ಸಂಬಂಧಿಸಿದ ದೂರುಗಳನ್ನು ಸ್ವೀಕರಿಸಿ ವಿಚಾರಣೆ ನಡೆಸಲಾಗುವುದು. ಸರ್ಕಾರಿ ಕಚೇರಿಗಳ ಅಧಿಕಾರಿಗಳು ವಿಚಾರಣೆಗೆ ಹಾಜರಾಗುವಂತೆ ಸೂಚಿಸಲಾಗಿದೆ ಎಂದು ಆಯೋಗದ ಕಾರ್ಯದರ್ಶಿ (ಆಡಳಿತ) ಎ. ದಿನೇಶ್ ಸಂಪತ್‌ರಾಜ್ ತಿಳಿಸಿದ್ದಾರೆ.: [770, 442, 939, 604]
masthead-sun-icon: [802, 14, 815, 27]
article-skill: [310, 60, 762, 392]
article-final-voter-list: [424, 838, 762, 1138]
photo-figure: [213, 133, 247, 253]
seers-group-photo: [527, 1205, 805, 1329]
article-vigilance-committee: [6, 838, 222, 1138]
vigilance-headline: ಉಪವಿಭಾಗ ಮಟ್ಟದ ಜಾಗೃತಿ ಮತ್ತು ಉಸ್ತುವಾರಿ ಸಮಿತಿ ಸದಸ್ಯರ ಆಯ್ಕೆಗೆ ಅರ್ಜಿ ಆಹ್ವಾನ: [20, 839, 208, 903]
seers-photo-caption: ಸೋಮೇಶ್ವರ ಕ್ಷೇತ್ರವನ್ನು ಅಭಿವೃದ್ಧಿಪಡಿಸುವ ಸಂಕಲ್ಪ ನಮ್ಮದಾಗಿದೆ. ಎಲ್ಲರ ಸಹಕಾರ ಸೇವಾ ಮನೋಭಾವನೆ ಮುಖ್ಯವೆಂದರು.: [527, 1333, 805, 1356]
dharma-kicker: ಶ್ರೀ ರಂಭಾಪುರಿ ಜಗದ್ಗುರುಗಳ ಹೇಳಿಕೆ: [562, 1146, 736, 1164]
skill-body-right: ಶಿಕ್ಷಣ, ಸಮಾಜ ಸೇವಾ ಕ್ಷೇತ್ರ, ಕೌಶಲ್ಯ ಕ್ಷೇತ್ರಗಳಲ್ಲಿ ಮುಖ್ಯ ವಾಹಿನಿಗೆ ಬರುವಂತೆ ಯುವ ಜನತೆಗೆ ತರಬೇತಿ ನೀಡಲಾಗುತ್ತಿದೆ. ನಗರದ ಆಸುಪಾಸಿನ ಯುವಕ ಯುವತಿಯರು ಮೇಳದಲ್ಲಿ ಭಾಗವಹಿಸಿ ಹೆಚ್ಚಿನ ಸಂಖ್ಯೆಯಲ್ಲಿ ಉದ್ಯೋಗ ಪಡೆಯಬೇಕು ಎಂದರು.: [640, 96, 756, 177]
voters-columns: [233, 490, 758, 886]
voters-col4-body: ಮಹಿಳಾ ಮತದಾರರು ಹಾಗೂ 1,09,125 ಮತದಾರರಿದ್ದು, ಹೊಸಕೋಟೆಯಲ್ಲಿ ಒಟ್ಟು 2,40,998 ಮತದಾರರು; 1,21,543 ಪುರುಷ ಹಾಗೂ 1,19,434 ಮಹಿಳಾ ಮತದಾರರು ಇದ್ದಾರೆ. ದೇವನಹಳ್ಳಿಯಲ್ಲಿ ಒಟ್ಟು 2,18,343 ಮತದಾರರಿದ್ದು, 1,10,457 ಪುರುಷ ಹಾಗೂ 1,07,869 ಮಹಿಳಾ ಮತದಾರರು; ದೊಡ್ಡಬಳ್ಳಾಪುರದಲ್ಲಿ 2,25,086 ಮತದಾರರಿದ್ದು 1,14,488 ಪುರುಷ ಹಾಗೂ 1,10,490 ಮಹಿಳಾ ಮತದಾರರು ಇದ್ದಾರೆ. ನೆಲಮಂಗಲದಲ್ಲಿ ತೃತೀಯ ಲಿಂಗಿ ಮತದಾರರು 1023 ಮತಗಟ್ಟೆಗಳಲ್ಲಿ 1018, ಹೊಸಕೋಟೆಯಲ್ಲಿ 1018, ದೇವನಹಳ್ಳಿ 1014 ಹಾಗೂ ದೊಡ್ಡಬಳ್ಳಾಪುರದಲ್ಲಿ 1037 ಮಂದಿ ಗುರುತಿಸಲಾಗಿದೆ.: [641, 490, 758, 699]
article-finance-penalty: [228, 838, 420, 1138]
voters-col-2: [366, 490, 491, 886]
subhead-special-voters: 13,431 ವಿಶೇಷಚೇತನ ಮತದಾರರು: [508, 674, 573, 728]
scavenger-body: ಚಿಕ್ಕಬಳ್ಳಾಪುರ: ಉಪವಿಭಾಗ ಮಟ್ಟದಲ್ಲಿ ಮ್ಯಾನುಯಲ್ ಸ್ಕ್ಯಾವೆಂಜರ್ ಗಳ ನೇಮಕಾತಿ ನಿಷೇಧ ಮತ್ತು ಪುನರ್ವಸತಿ ಕಾಯ್ದೆ 2013 ರಡಿ ಉಪವಿಭಾಗ ಮಟ್ಟದ ಜಾಗೃತಿ ಸಮಿತಿಗೆ ಸದಸ್ಯರ ನೇಮಕಾತಿಗಾಗಿ ಅರ್ಜಿ ಆಹ್ವಾನಿಸಲಾಗಿದೆ. ಸಮಾಜದ ಪರಿಶಿಷ್ಟ ಜಾತಿ ಮತ್ತು ಪರಿಶಿಷ್ಟ ಪಂಗಡದ ಮುಖಂಡರು, ಸಮಾಜ ಸೇವಕರು ಅರ್ಜಿ ಸಲ್ಲಿಸಬಹುದು. ಆಸಕ್ತರು ತಮ್ಮ ಅರ್ಜಿಗಳನ್ನು ಉಪವಿಭಾಗಾಧಿಕಾರಿಗಳ ಕಚೇರಿಗೆ ಕಚೇರಿ ವೇಳೆಯಲ್ಲಿ ಸಲ್ಲಿಸಬಹುದು. ಅರ್ಜಿ ನಮೂನೆ ಹಾಗೂ ಹೆಚ್ಚಿನ ಮಾಹಿತಿಗಾಗಿ ಕಚೇರಿಯ ದಿನಾಂಕ 20 ರ ಒಳಗೆ 5:30 ಗಂಟೆಯ ಸಮಯದಲ್ಲಿ ಸಂಪರ್ಕಿಸಬಹುದು. ಮಾಹಿತಿಗಾಗಿ ದೂರವಾಣಿ ಸಂಖ್ಯೆ 08156–274551 ಗೆ ಸಂಪರ್ಕಿಸುವುದೆಂದು ಉಪವಿಭಾಗಾಧಿಕಾರಿ ಡಿ.ಹೆಚ್ ಅಶ್ವಿನ್ ತಿಳಿಸಿದ್ದಾರೆ.: [771, 733, 939, 884]
vigilance-body: ಚಿಕ್ಕಬಳ್ಳಾಪುರ: ಅನುಸೂಚಿತ ಜಾತಿಗಳ ಮತ್ತು ಅನುಸೂಚಿತ ಬುಡಕಟ್ಟುಗಳ (ದೌರ್ಜನ್ಯ ನಿಯಂತ್ರಣ) ಕಾಯ್ದೆ 1989 ಮತ್ತು ನಿಯಮ 17 (ಎ) ಪ್ರಕಾರ ಉಪವಿಭಾಗ ಮಟ್ಟದ ಜಾಗೃತಿ ಮತ್ತು ಉಸ್ತುವಾರಿ ಸಮಿತಿಯನ್ನು 1995 ತಿದ್ದುಪಡಿ ನಿಯಮಗಳು 2013 ರಂತೆ ರಚಿಸಲು ಸದಸ್ಯರ ನೇಮಕಾತಿಗೆ ಅರ್ಜಿ ಆಹ್ವಾನಿಸಲಾಗಿದೆ. ಪರಿಶಿಷ್ಟ ಜಾತಿ ಮತ್ತು ಪರಿಶಿಷ್ಟ ಪಂಗಡದ ಸಮುದಾಯದ ಮುಖಂಡರು, ಸಮಾಜ ಸೇವಕರು ಹಾಗೂ ಸ್ವಯಂ ಸೇವಾ ಸಂಸ್ಥೆಗಳ ಪದಾಧಿಕಾರಿಗಳು ಅರ್ಜಿ ಸಲ್ಲಿಸಲು ಅರ್ಹರಾಗಿದ್ದಾರೆ. ಆಸಕ್ತರು ದಿನಾಂಕ 20ರ ಸಂಜೆ 5:30 ರೊಳಗೆ ಉಪವಿಭಾಗಾಧಿಕಾರಿಗಳ ಕಚೇರಿಗೆ ಅಗತ್ಯ ದಾಖಲೆಗಳೊಂದಿಗೆ ಅರ್ಜಿ ಸಲ್ಲಿಸಬೇಕು. ಹೆಚ್ಚಿನ ಮಾಹಿತಿಗಾಗಿ ಕಚೇರಿ ದೂರವಾಣಿ ಸಂಖ್ಯೆ 08156–274551 ಗೆ ಸಂಪರ್ಕಿಸಬಹುದು ಎಂದು ಉಪವಿಭಾಗಾಧಿಕಾರಿ ಡಿ.ಹೆಚ್ ಅಶ್ವಿನ್ ಪ್ರಕಟಣೆಯಲ್ಲಿ ತಿಳಿಸಿದ್ದಾರೆ.: [6, 908, 222, 1035]
bus-pass-body-left: ಬೆಂಗಳೂರು: ಗ್ರಾಮೀಣ ಪತ್ರಕರ್ತರಿಗೆ ಉಚಿತ ಬಸ್ ಪಾಸ್ ನೀಡುವ ಸಂಬಂಧ ಅರ್ಹ ಫಲಾನುಭವಿಗಳ ಆಯ್ಕೆಗಾಗಿ ರಾಜ್ಯ ಮಟ್ಟದ ಸಮಿತಿ ರಚನೆ ಮಾಡಿ ಸರ್ಕಾರ ಆದೇಶ ಹೊರಡಿಸಿದೆ. ಗ್ರಾಮೀಣ ಭಾಗದ ಪತ್ರಕರ್ತರುಗಳು ತಮ್ಮ ವೃತ್ತಿ ನಿರ್ವಹಣೆಗೆ ಅನುಕೂಲವಾಗುವಂತೆ ಸಾರಿಗೆ ಸಂಸ್ಥೆಯ ಬಸ್ಸುಗಳಲ್ಲಿ ಉಚಿತ ಪ್ರಯಾಣಕ್ಕೆ ಅವಕಾಶ ಕಲ್ಪಿಸಲಾಗಿದೆ. ವಾರ್ತಾ ಮತ್ತು ಸಾರ್ವಜನಿಕ ಸಂಪರ್ಕ ಇಲಾಖೆಯ ಆಯುಕ್ತರ ಅಧ್ಯಕ್ಷತೆಯಲ್ಲಿ ಸಮಿತಿ ಕಾರ್ಯನಿರ್ವಹಿಸಲಿದೆ.: [6, 1205, 164, 1309]
article-job-fair: [764, 60, 945, 392]
